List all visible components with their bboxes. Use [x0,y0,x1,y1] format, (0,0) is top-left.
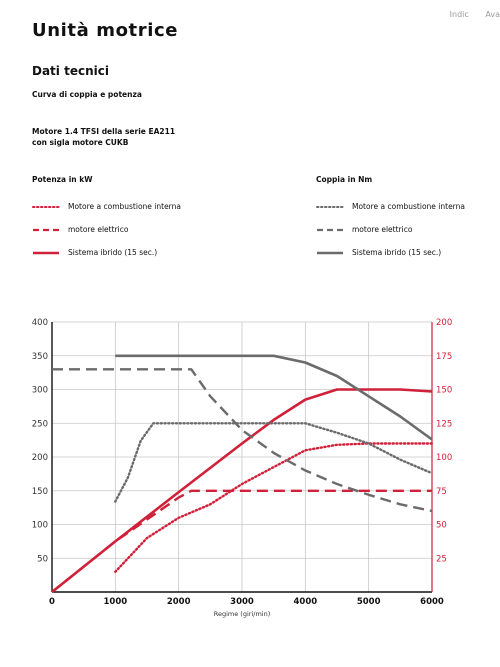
y-right-tick-label: 175 [436,351,453,362]
chart-subtitle: Curva di coppia e potenza [32,90,142,99]
y-right-tick-label: 75 [436,486,447,497]
x-tick-label: 1000 [103,597,128,607]
page-title: Unità motrice [32,20,179,41]
y-left-tick-label: 150 [31,486,48,497]
legend-item-power-ice [32,195,181,218]
x-tick-label: 3000 [230,597,254,607]
torque-legend [316,175,465,264]
legend-swatch-dashed-red [32,226,60,234]
x-tick-label: 0 [49,597,55,607]
legend-label: Motore a combustione interna [352,202,465,211]
y-right-tick-label: 50 [436,520,447,531]
y-right-tick-label: 200 [436,318,453,328]
legend-label: motore elettrico [352,225,413,234]
legend-item-power-electric [32,218,181,241]
y-left-tick-label: 250 [31,419,48,430]
legend-swatch-solid-gray [316,249,344,257]
legend-label: Motore a combustione interna [68,202,181,211]
legend-item-torque-ice [316,195,465,218]
y-right-tick-label: 125 [436,419,453,430]
engine-line-2: con sigla motore CUKB [32,138,129,147]
legend-swatch-dotted-red [32,203,60,211]
y-left-tick-label: 50 [37,554,48,565]
top-nav [436,10,500,19]
nav-link-index[interactable]: Indic [449,10,469,19]
nav-link-next[interactable]: Ava [485,10,500,19]
y-right-tick-label: 150 [436,385,453,396]
x-tick-label: 6000 [420,597,444,607]
y-right-tick-label: 25 [436,554,447,565]
legend-item-torque-electric [316,218,465,241]
legend-item-torque-hybrid [316,241,465,264]
y-right-tick-label: 100 [436,453,453,463]
y-left-tick-label: 100 [31,520,48,531]
x-tick-label: 4000 [293,597,318,607]
engine-line-1: Motore 1.4 TFSI della serie EA211 [32,127,176,136]
legend-label: Sistema ibrido (15 sec.) [352,248,442,257]
y-left-tick-label: 300 [31,385,48,396]
x-tick-label: 2000 [166,597,191,607]
x-axis-label: Regime (giri/min) [213,610,271,618]
torque-power-chart [0,300,500,667]
legend-swatch-dotted-gray [316,203,344,211]
legend-item-power-hybrid [32,241,181,264]
x-tick-label: 5000 [356,597,381,607]
legend-label: Sistema ibrido (15 sec.) [68,248,158,257]
torque-legend-heading: Coppia in Nm [316,175,373,184]
legend-label: motore elettrico [68,225,129,234]
engine-description [32,126,175,148]
y-left-tick-label: 350 [31,351,48,362]
y-left-tick-label: 200 [31,453,48,463]
power-legend-heading: Potenza in kW [32,175,93,184]
legend-swatch-solid-red [32,249,60,257]
power-legend [32,175,181,264]
section-title: Dati tecnici [32,64,109,78]
legend-swatch-dashed-gray [316,226,344,234]
y-left-tick-label: 400 [31,318,48,328]
